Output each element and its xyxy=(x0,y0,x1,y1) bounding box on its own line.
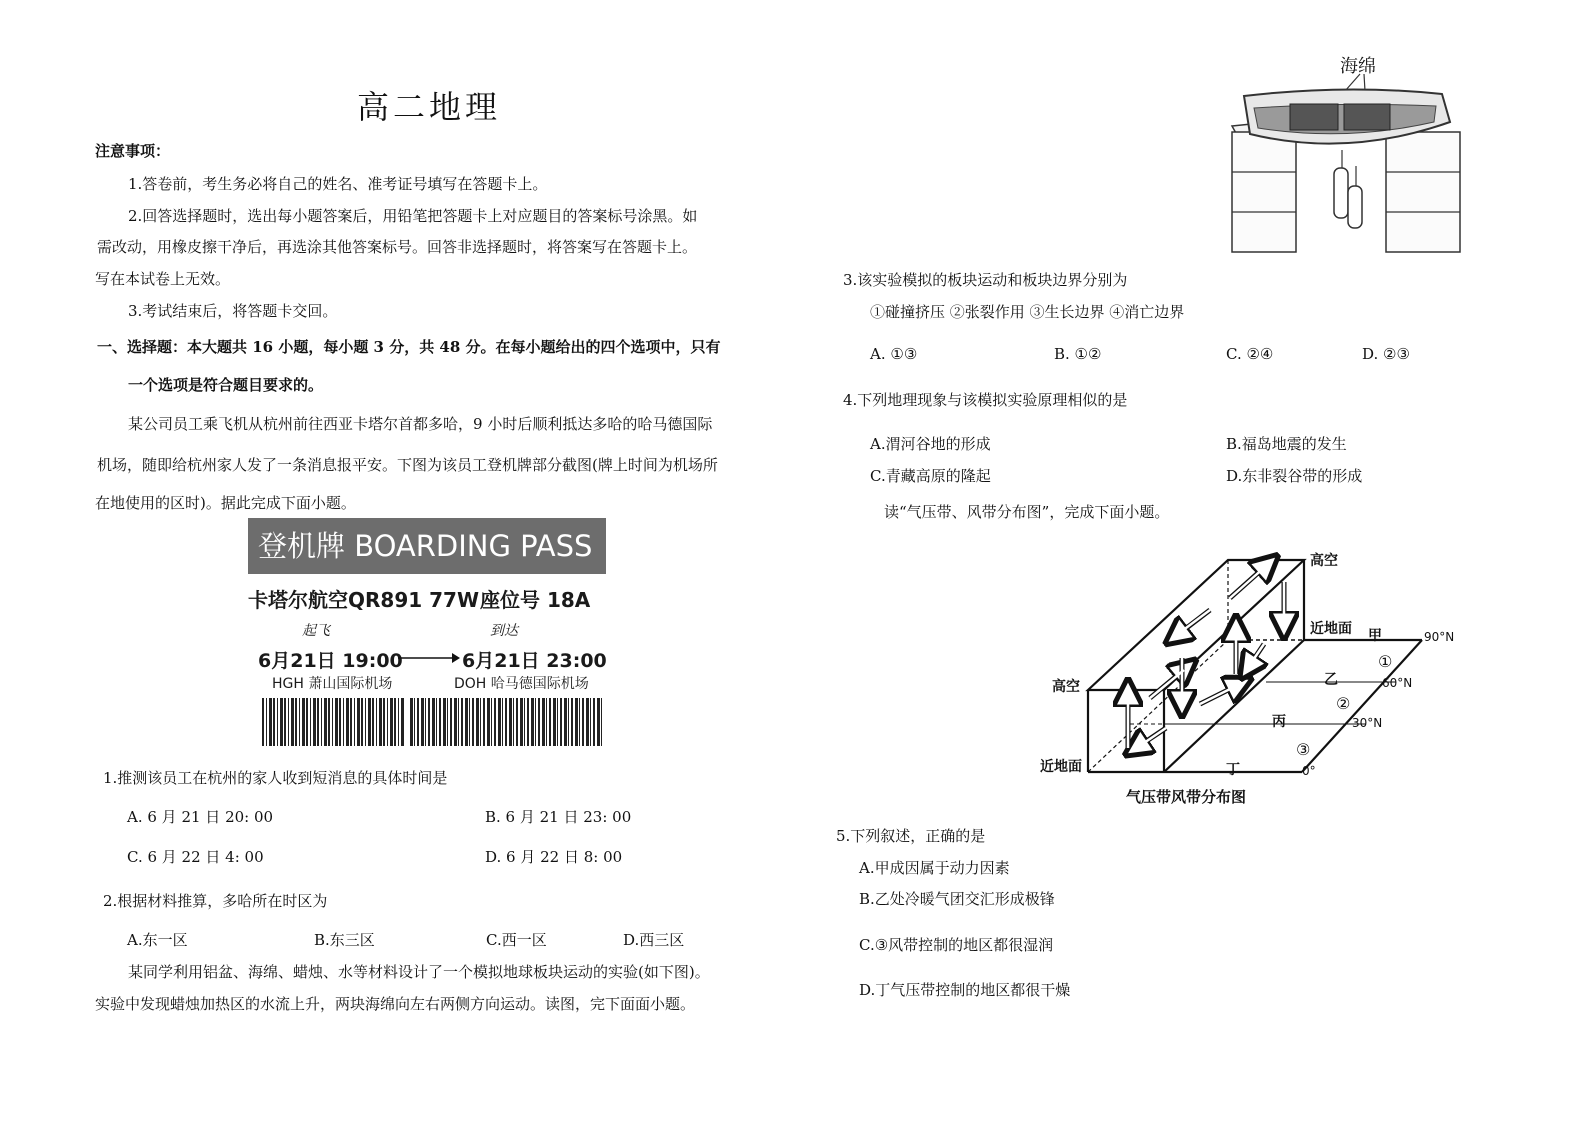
q1-stem: 1.推测该员工在杭州的家人收到短消息的具体时间是 xyxy=(103,769,448,787)
q4-option-d: D.东非裂谷带的形成 xyxy=(1226,467,1363,485)
barcode-right xyxy=(410,698,604,746)
q1-option-c: C. 6 月 22 日 4: 00 xyxy=(127,848,264,866)
label-circle-2: ② xyxy=(1336,694,1351,713)
q4-option-a: A.渭河谷地的形成 xyxy=(870,435,991,453)
q2-option-d: D.西三区 xyxy=(623,931,685,949)
q3-options-line: ①碰撞挤压 ②张裂作用 ③生长边界 ④消亡边界 xyxy=(870,303,1185,321)
label-lat-90: 90°N xyxy=(1424,630,1455,644)
arrive-airport: DOH 哈马德国际机场 xyxy=(454,676,589,692)
notice-item-1: 1.答卷前，考生务必将自己的姓名、准考证号填写在答题卡上。 xyxy=(128,175,548,193)
notice-item-2-cont: 需改动，用橡皮擦干净后，再选涂其他答案标号。回答非选择题时，将答案写在答题卡上。 xyxy=(97,238,698,256)
q5-stem: 5.下列叙述，正确的是 xyxy=(836,827,986,845)
label-circle-3: ③ xyxy=(1296,740,1311,759)
label-ding: 丁 xyxy=(1226,762,1240,778)
q3-option-b: B. ①② xyxy=(1054,345,1102,363)
material-3: 读“气压带、风带分布图”，完成下面小题。 xyxy=(884,503,1170,521)
q5-option-d: D.丁气压带控制的地区都很干燥 xyxy=(859,981,1071,999)
arrow-right-icon xyxy=(396,650,462,666)
depart-label: 起飞 xyxy=(302,623,330,639)
boarding-pass-header: 登机牌 BOARDING PASS xyxy=(248,518,606,574)
q1-option-a: A. 6 月 21 日 20: 00 xyxy=(127,808,274,826)
page-title: 高二地理 xyxy=(357,88,502,126)
notice-item-2: 2.回答选择题时，选出每小题答案后，用铅笔把答题卡上对应题目的答案标号涂黑。如 xyxy=(128,207,698,225)
flight-number: 卡塔尔航空QR891 77W xyxy=(248,588,480,612)
material-1-line-2: 机场，随即给杭州家人发了一条消息报平安。下图为该员工登机牌部分截图(牌上时间为机场所 xyxy=(97,456,718,474)
q2-option-b: B.东三区 xyxy=(314,931,375,949)
q3-option-d: D. ②③ xyxy=(1362,345,1410,363)
depart-time: 6月21日 19:00 xyxy=(258,650,403,672)
notice-item-3: 3.考试结束后，将答题卡交回。 xyxy=(128,302,338,320)
notice-heading: 注意事项： xyxy=(95,142,171,160)
label-near-ground-left: 近地面 xyxy=(1040,759,1082,775)
pressure-belt-figure xyxy=(1040,548,1472,810)
material-1-line-3: 在地使用的区时)。据此完成下面小题。 xyxy=(95,494,356,512)
arrive-label: 到达 xyxy=(490,623,518,639)
material-2-line-2: 实验中发现蜡烛加热区的水流上升，两块海绵向左右两侧方向运动。读图，完下面面小题。 xyxy=(95,995,696,1013)
q4-option-c: C.青藏高原的隆起 xyxy=(870,467,991,485)
q2-stem: 2.根据材料推算，多哈所在时区为 xyxy=(103,892,328,910)
material-1-line-1: 某公司员工乘飞机从杭州前往西亚卡塔尔首都多哈，9 小时后顺利抵达多哈的哈马德国际 xyxy=(128,415,713,433)
q2-option-c: C.西一区 xyxy=(486,931,547,949)
label-high-altitude-top: 高空 xyxy=(1310,553,1338,569)
boarding-pass-figure xyxy=(246,516,610,748)
q3-option-c: C. ②④ xyxy=(1226,345,1274,363)
sponge-label: 海绵 xyxy=(1340,56,1376,77)
label-lat-30: 30°N xyxy=(1352,716,1383,730)
sponge-tray-drawing xyxy=(1228,48,1464,258)
label-yi: 乙 xyxy=(1324,672,1338,688)
label-jia: 甲 xyxy=(1368,628,1382,644)
label-high-altitude-left: 高空 xyxy=(1052,679,1080,695)
material-2-line-1: 某同学利用铝盆、海绵、蜡烛、水等材料设计了一个模拟地球板块运动的实验(如下图)。 xyxy=(128,963,710,981)
q1-option-d: D. 6 月 22 日 8: 00 xyxy=(485,848,623,866)
label-circle-1: ① xyxy=(1378,652,1393,671)
label-lat-60: 60°N xyxy=(1382,676,1413,690)
arrive-time: 6月21日 23:00 xyxy=(462,650,607,672)
q5-option-a: A.甲成因属于动力因素 xyxy=(859,859,1010,877)
q5-option-c: C.③风带控制的地区都很湿润 xyxy=(859,936,1054,954)
barcode-left xyxy=(262,698,404,746)
q3-stem: 3.该实验模拟的板块运动和板块边界分别为 xyxy=(843,271,1128,289)
q4-option-b: B.福岛地震的发生 xyxy=(1226,435,1347,453)
q5-option-b: B.乙处冷暖气团交汇形成极锋 xyxy=(859,890,1055,908)
label-bing: 丙 xyxy=(1272,714,1286,730)
q1-option-b: B. 6 月 21 日 23: 00 xyxy=(485,808,632,826)
depart-airport: HGH 萧山国际机场 xyxy=(272,676,393,692)
label-near-ground-top: 近地面 xyxy=(1310,621,1352,637)
q4-stem: 4.下列地理现象与该模拟实验原理相似的是 xyxy=(843,391,1128,409)
section-heading: 一、选择题：本大题共 16 小题，每小题 3 分，共 48 分。在每小题给出的四个选项中，只有 xyxy=(97,338,721,356)
figure-caption: 气压带风带分布图 xyxy=(1126,788,1247,806)
label-lat-0: 0° xyxy=(1302,764,1316,778)
sponge-experiment-figure xyxy=(1228,48,1464,258)
notice-item-2-cont2: 写在本试卷上无效。 xyxy=(95,270,231,288)
q3-option-a: A. ①③ xyxy=(870,345,918,363)
q2-option-a: A.东一区 xyxy=(127,931,188,949)
seat-number: 座位号 18A xyxy=(480,588,591,612)
section-heading-cont: 一个选项是符合题目要求的。 xyxy=(128,376,324,394)
